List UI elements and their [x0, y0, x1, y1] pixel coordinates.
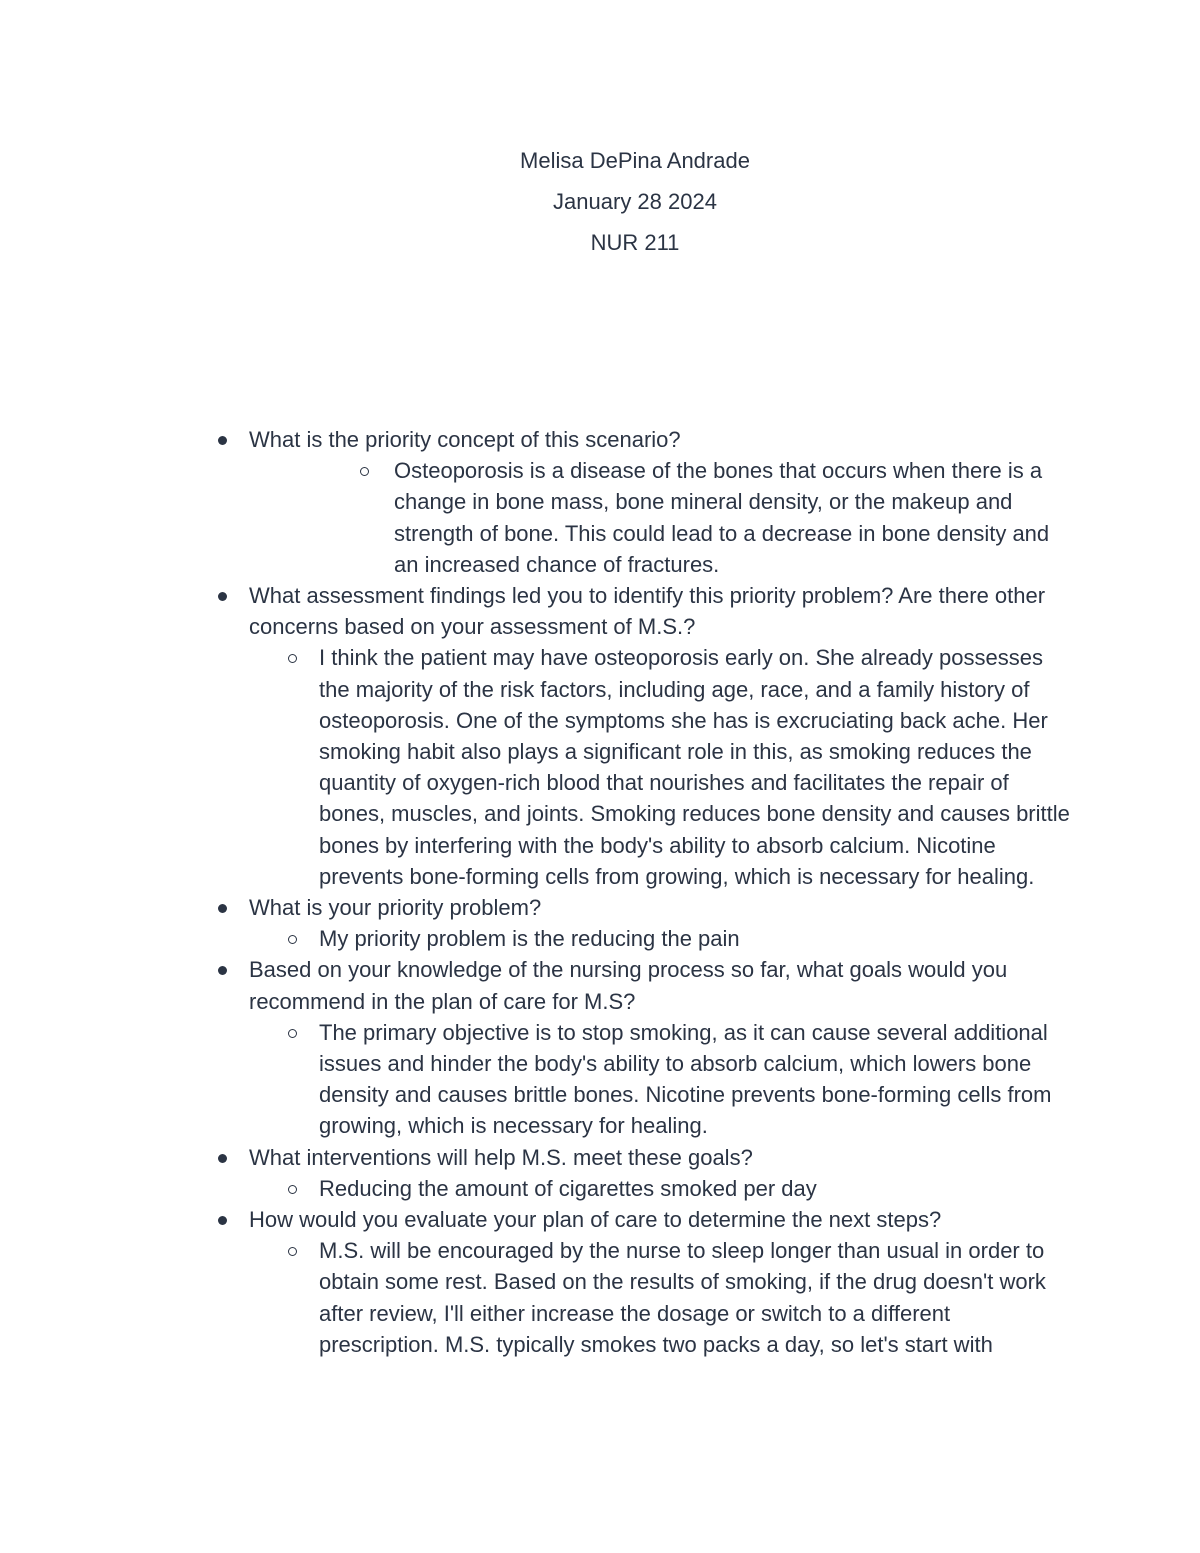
- document-header: [0, 140, 1200, 263]
- author-name: Melisa DePina Andrade: [520, 148, 750, 173]
- answer-item: [249, 642, 1072, 892]
- bullet-icon: [218, 1154, 227, 1163]
- bullet-icon: [218, 1216, 227, 1225]
- answer-text: My priority problem is the reducing the pain: [319, 926, 740, 952]
- answer-list: [249, 923, 1072, 954]
- question-text: Based on your knowledge of the nursing process so far, what goals would you recommend in the plan of care for M.S?: [249, 957, 1008, 1014]
- answer-text: I think the patient may have osteoporosis early on. She already possesses the majority of the risk factors, including age, race, and a family history of osteoporosis. One of the symptoms she has is excruciating back ache. Her smoking habit also plays a significant role in this, as smoking reduces the quantity of oxygen-rich blood that nourishes and facilitates the repair of bones, muscles, and joints. Smoking reduces bone density and causes brittle bones by interfering with the body's ability to absorb calcium. Nicotine prevents bone-forming cells from growing, which is necessary for healing.: [319, 645, 1070, 889]
- answer-text: Reducing the amount of cigarettes smoked per day: [319, 1175, 817, 1201]
- answer-list: [249, 455, 1072, 580]
- sub-bullet-icon: [288, 1247, 297, 1256]
- answer-item: [249, 1017, 1072, 1142]
- question-list: [212, 424, 1072, 1360]
- answer-list: [249, 642, 1072, 892]
- question-item: [212, 580, 1072, 892]
- answer-item: [249, 1235, 1072, 1360]
- answer-item: [249, 1173, 1072, 1204]
- sub-bullet-icon: [288, 1029, 297, 1038]
- question-text: What is your priority problem?: [249, 895, 542, 921]
- bullet-icon: [218, 966, 227, 975]
- answer-list: [249, 1235, 1072, 1360]
- answer-text: Osteoporosis is a disease of the bones that occurs when there is a change in bone mass, bone mineral density, or the makeup and strength of bone. This could lead to a decrease in bone density and an increased chance of fractures.: [394, 458, 1050, 577]
- answer-item: [249, 923, 1072, 954]
- answer-item: [249, 455, 1072, 580]
- sub-bullet-icon: [288, 935, 297, 944]
- answer-list: [249, 1017, 1072, 1142]
- question-text: What assessment findings led you to identify this priority problem? Are there other concerns based on your assessment of M.S.?: [249, 583, 1046, 640]
- sub-bullet-icon: [288, 1185, 297, 1194]
- sub-bullet-icon: [360, 467, 369, 476]
- bullet-icon: [218, 592, 227, 601]
- bullet-icon: [218, 904, 227, 913]
- answer-text: M.S. will be encouraged by the nurse to sleep longer than usual in order to obtain some rest. Based on the results of smoking, if the drug doesn't work after review, I'll either increase the dosage or switch to a different prescription. M.S. typically smokes two packs a day, so let's start with: [319, 1238, 1046, 1357]
- question-item: [212, 1204, 1072, 1360]
- answer-text: The primary objective is to stop smoking, as it can cause several additional issues and hinder the body's ability to absorb calcium, which lowers bone density and causes brittle bones. Nicotine prevents bone-forming cells from growing, which is necessary for healing.: [319, 1019, 1052, 1139]
- question-item: [212, 954, 1072, 1141]
- question-text: How would you evaluate your plan of care to determine the next steps?: [249, 1207, 942, 1233]
- course-code: NUR 211: [590, 230, 680, 255]
- bullet-icon: [218, 436, 227, 445]
- question-item: [212, 892, 1072, 954]
- question-text: What interventions will help M.S. meet these goals?: [249, 1144, 753, 1170]
- question-text: What is the priority concept of this scenario?: [249, 427, 681, 452]
- sub-bullet-icon: [288, 654, 297, 663]
- document-date: January 28 2024: [553, 189, 717, 214]
- question-item: [212, 424, 1072, 580]
- answer-list: [249, 1173, 1072, 1204]
- question-item: [212, 1142, 1072, 1204]
